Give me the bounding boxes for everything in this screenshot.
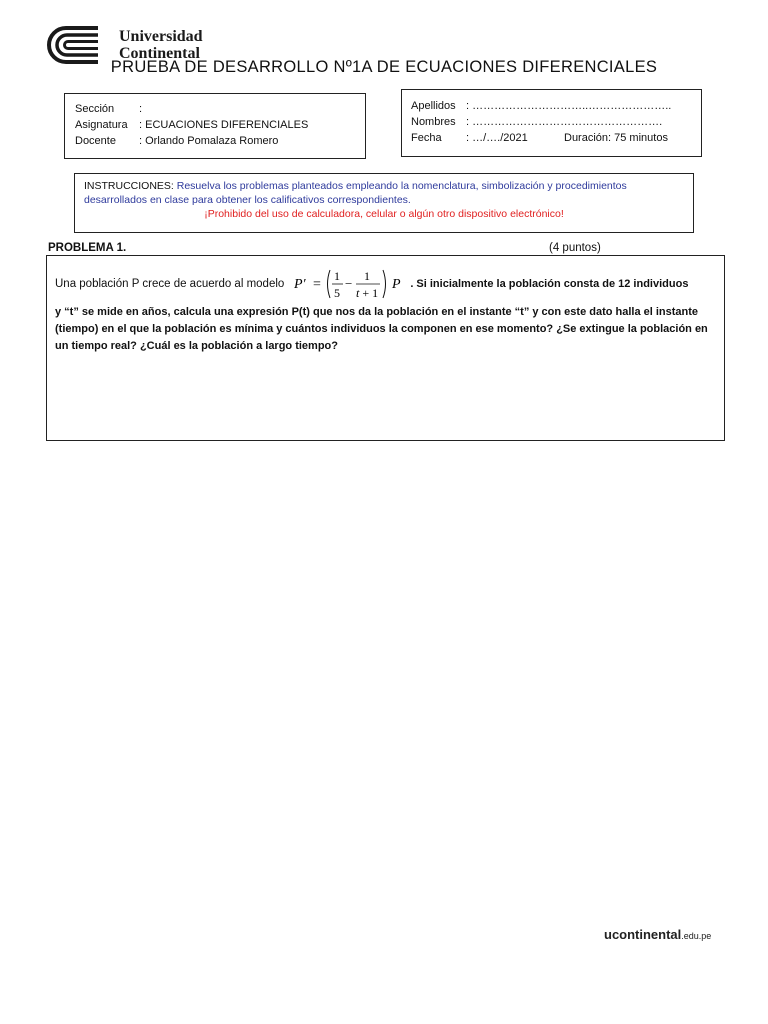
seccion-label: Sección [75, 103, 115, 115]
problem-intro: Una población P crece de acuerdo al modelo [55, 278, 285, 290]
svg-text:5: 5 [334, 286, 341, 300]
nombres-field[interactable]: : ……………………………………………. [466, 116, 663, 128]
instructions-label: INSTRUCCIONES: [84, 180, 174, 192]
footer-brand [604, 927, 711, 942]
university-name-line1: Universidad [119, 28, 203, 45]
asignatura-label: Asignatura [75, 119, 128, 131]
problem-heading: PROBLEMA 1. [48, 242, 127, 254]
apellidos-label: Apellidos [411, 100, 456, 112]
svg-text:1: 1 [364, 269, 371, 283]
duracion-text: Duración: 75 minutos [564, 132, 668, 144]
fecha-field[interactable]: : …/…./2021 [466, 132, 528, 144]
problem-box [46, 255, 725, 441]
svg-text:−: − [345, 276, 353, 291]
footer-brand-name: ucontinental [604, 927, 682, 942]
docente-label: Docente [75, 135, 116, 147]
svg-text:t + 1: t + 1 [356, 286, 379, 300]
student-info-box [401, 89, 702, 157]
exam-title: PRUEBA DE DESARROLLO Nº1A DE ECUACIONES DIFERENCIALES [110, 58, 658, 76]
fecha-label: Fecha [411, 132, 442, 144]
university-name [119, 28, 203, 62]
svg-text:=: = [313, 277, 322, 292]
svg-text:1: 1 [334, 269, 341, 283]
problem-statement: y “t” se mide en años, calcula una expresión P(t) que nos da la población en el instante “t” y con este dato halla el instante (tiempo) en el que la población es mínima y cuántos individuos la componen en ese momento? ¿Se extingue la población en un tiempo real? ¿Cuál es la población a largo tiempo? [55, 306, 708, 352]
university-name-line2: Continental [119, 45, 200, 62]
instructions-text: Resuelva los problemas planteados empleando la nomenclatura, simbolización y procedimientos desarrollados en clase para obtener los calificativos correspondientes. [84, 180, 627, 206]
instructions-box [74, 173, 694, 233]
course-info-box [64, 93, 366, 159]
svg-text:P′: P′ [294, 277, 306, 292]
problem-initial-condition: . Si inicialmente la población consta de 12 individuos [410, 278, 689, 290]
svg-text:P: P [392, 277, 401, 292]
instructions-warning: ¡Prohibido del uso de calculadora, celular o algún otro dispositivo electrónico! [204, 208, 564, 220]
footer-domain: .edu.pe [681, 931, 712, 941]
asignatura-value: : ECUACIONES DIFERENCIALES [139, 119, 309, 131]
problem-points: (4 puntos) [549, 242, 601, 254]
docente-value: : Orlando Pomalaza Romero [139, 135, 279, 147]
apellidos-field[interactable]: : …………………………..………………….. [466, 100, 672, 112]
seccion-value: : [139, 103, 143, 115]
differential-equation [294, 266, 404, 302]
nombres-label: Nombres [411, 116, 456, 128]
